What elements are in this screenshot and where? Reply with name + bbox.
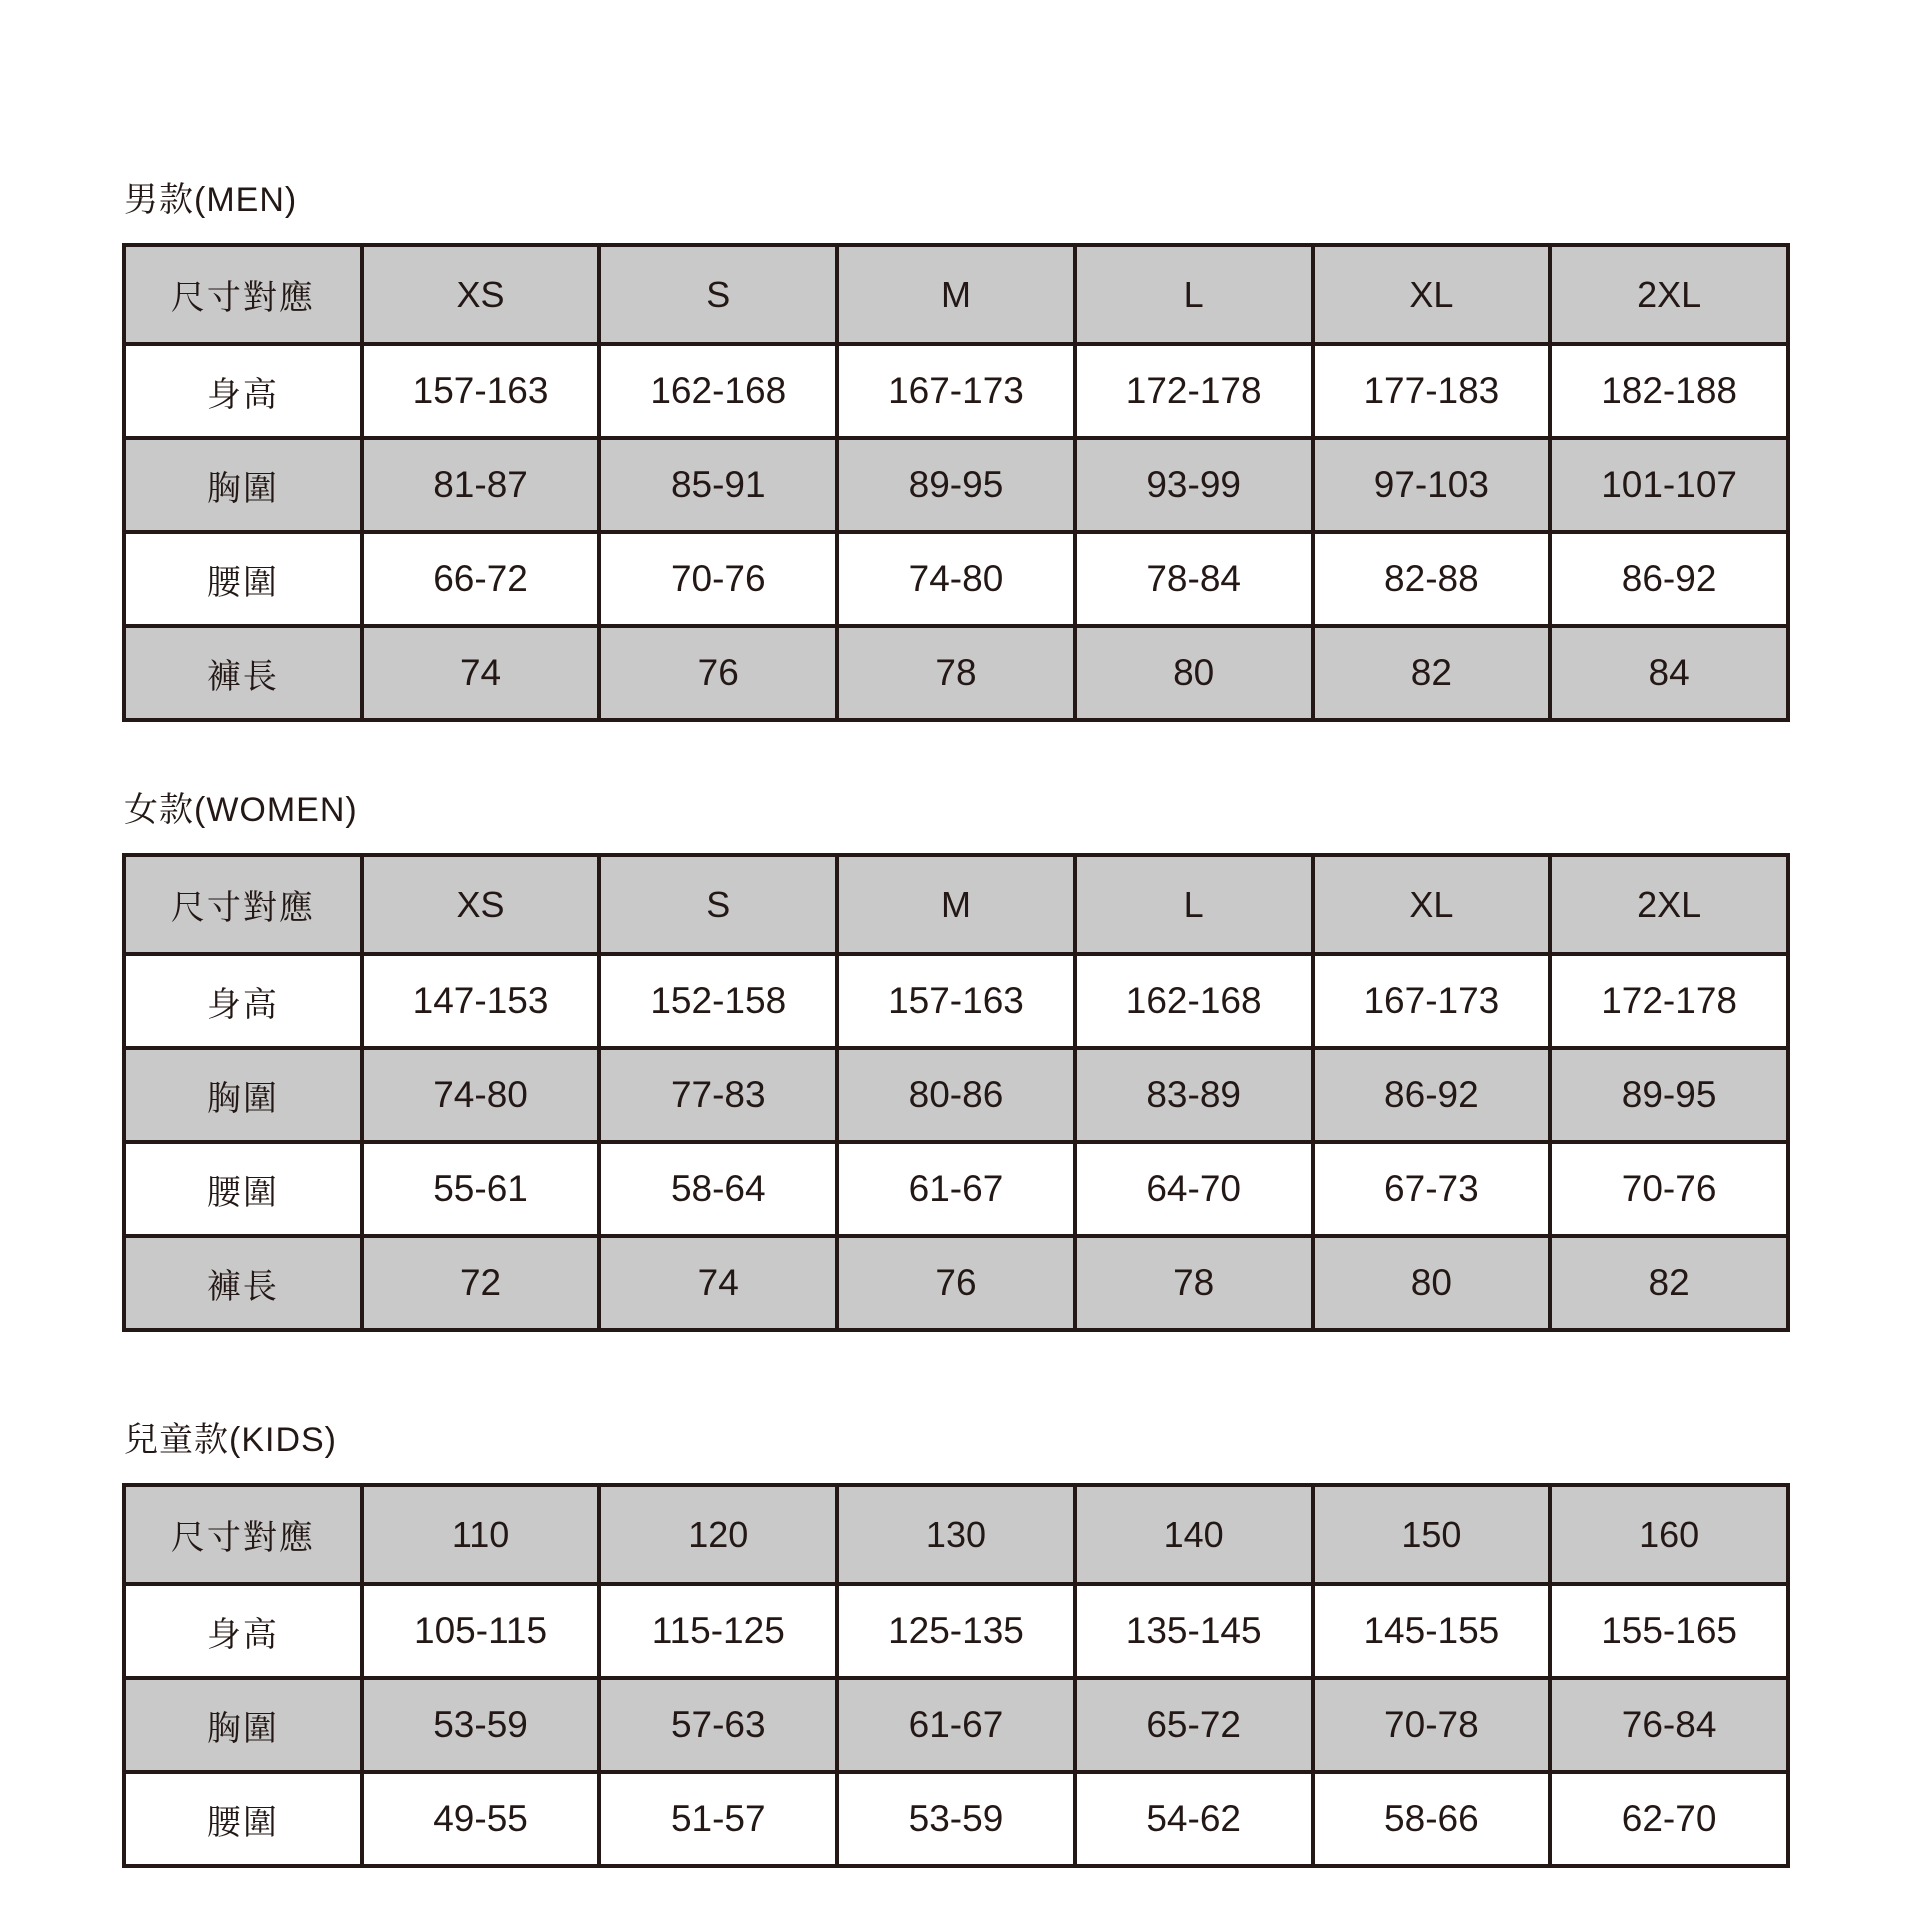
value-cell: 62-70: [1550, 1772, 1788, 1866]
value-cell: 89-95: [837, 438, 1075, 532]
value-cell: 70-76: [1550, 1142, 1788, 1236]
value-cell: 135-145: [1075, 1584, 1313, 1678]
value-cell: 76: [599, 626, 837, 720]
header-cell: 120: [599, 1485, 837, 1584]
value-cell: 51-57: [599, 1772, 837, 1866]
size-table-section-women: [122, 782, 1790, 1332]
header-label-cell: 尺寸對應: [124, 855, 362, 954]
row-label-cell: 身高: [124, 344, 362, 438]
value-cell: 58-64: [599, 1142, 837, 1236]
header-cell: S: [599, 855, 837, 954]
value-cell: 65-72: [1075, 1678, 1313, 1772]
value-cell: 82-88: [1313, 532, 1551, 626]
value-cell: 115-125: [599, 1584, 837, 1678]
size-chart-page: [122, 0, 1790, 1868]
row-label-cell: 褲長: [124, 626, 362, 720]
row-label-cell: 褲長: [124, 1236, 362, 1330]
value-cell: 76: [837, 1236, 1075, 1330]
value-cell: 78: [1075, 1236, 1313, 1330]
size-table-section-kids: [122, 1412, 1790, 1868]
table-header-row: [124, 245, 1788, 344]
value-cell: 172-178: [1550, 954, 1788, 1048]
table-row: [124, 344, 1788, 438]
size-table-kids: [122, 1483, 1790, 1868]
table-row: [124, 1678, 1788, 1772]
value-cell: 72: [362, 1236, 600, 1330]
value-cell: 70-76: [599, 532, 837, 626]
header-cell: M: [837, 245, 1075, 344]
table-title-kids: 兒童款(KIDS): [124, 1421, 337, 1459]
value-cell: 80-86: [837, 1048, 1075, 1142]
table-header-row: [124, 855, 1788, 954]
value-cell: 74: [362, 626, 600, 720]
table-row: [124, 438, 1788, 532]
value-cell: 147-153: [362, 954, 600, 1048]
table-row: [124, 532, 1788, 626]
header-cell: 150: [1313, 1485, 1551, 1584]
value-cell: 86-92: [1550, 532, 1788, 626]
value-cell: 80: [1313, 1236, 1551, 1330]
value-cell: 157-163: [837, 954, 1075, 1048]
value-cell: 93-99: [1075, 438, 1313, 532]
table-header-row: [124, 1485, 1788, 1584]
value-cell: 85-91: [599, 438, 837, 532]
value-cell: 78: [837, 626, 1075, 720]
value-cell: 167-173: [1313, 954, 1551, 1048]
header-cell: 2XL: [1550, 855, 1788, 954]
value-cell: 101-107: [1550, 438, 1788, 532]
row-label-cell: 胸圍: [124, 1048, 362, 1142]
value-cell: 177-183: [1313, 344, 1551, 438]
value-cell: 84: [1550, 626, 1788, 720]
value-cell: 152-158: [599, 954, 837, 1048]
header-cell: 2XL: [1550, 245, 1788, 344]
value-cell: 162-168: [1075, 954, 1313, 1048]
value-cell: 70-78: [1313, 1678, 1551, 1772]
table-row: [124, 1142, 1788, 1236]
table-title-men: 男款(MEN): [124, 181, 298, 219]
value-cell: 76-84: [1550, 1678, 1788, 1772]
row-label-cell: 腰圍: [124, 1142, 362, 1236]
value-cell: 64-70: [1075, 1142, 1313, 1236]
value-cell: 58-66: [1313, 1772, 1551, 1866]
value-cell: 57-63: [599, 1678, 837, 1772]
header-cell: 160: [1550, 1485, 1788, 1584]
row-label-cell: 胸圍: [124, 1678, 362, 1772]
value-cell: 77-83: [599, 1048, 837, 1142]
value-cell: 67-73: [1313, 1142, 1551, 1236]
row-label-cell: 腰圍: [124, 532, 362, 626]
table-row: [124, 626, 1788, 720]
header-cell: 110: [362, 1485, 600, 1584]
size-table-women: [122, 853, 1790, 1332]
value-cell: 125-135: [837, 1584, 1075, 1678]
value-cell: 53-59: [837, 1772, 1075, 1866]
header-cell: 130: [837, 1485, 1075, 1584]
table-row: [124, 1048, 1788, 1142]
row-label-cell: 胸圍: [124, 438, 362, 532]
header-cell: XL: [1313, 855, 1551, 954]
row-label-cell: 身高: [124, 1584, 362, 1678]
value-cell: 80: [1075, 626, 1313, 720]
table-row: [124, 1772, 1788, 1866]
value-cell: 162-168: [599, 344, 837, 438]
value-cell: 83-89: [1075, 1048, 1313, 1142]
value-cell: 81-87: [362, 438, 600, 532]
value-cell: 105-115: [362, 1584, 600, 1678]
header-cell: 140: [1075, 1485, 1313, 1584]
value-cell: 145-155: [1313, 1584, 1551, 1678]
row-label-cell: 身高: [124, 954, 362, 1048]
header-cell: XS: [362, 855, 600, 954]
value-cell: 86-92: [1313, 1048, 1551, 1142]
value-cell: 157-163: [362, 344, 600, 438]
header-cell: M: [837, 855, 1075, 954]
table-row: [124, 954, 1788, 1048]
row-label-cell: 腰圍: [124, 1772, 362, 1866]
value-cell: 172-178: [1075, 344, 1313, 438]
header-cell: L: [1075, 855, 1313, 954]
value-cell: 182-188: [1550, 344, 1788, 438]
value-cell: 78-84: [1075, 532, 1313, 626]
value-cell: 89-95: [1550, 1048, 1788, 1142]
value-cell: 167-173: [837, 344, 1075, 438]
value-cell: 155-165: [1550, 1584, 1788, 1678]
value-cell: 49-55: [362, 1772, 600, 1866]
header-label-cell: 尺寸對應: [124, 1485, 362, 1584]
table-row: [124, 1584, 1788, 1678]
table-row: [124, 1236, 1788, 1330]
header-cell: XS: [362, 245, 600, 344]
size-table-section-men: [122, 172, 1790, 722]
value-cell: 61-67: [837, 1142, 1075, 1236]
value-cell: 97-103: [1313, 438, 1551, 532]
value-cell: 61-67: [837, 1678, 1075, 1772]
value-cell: 74-80: [362, 1048, 600, 1142]
header-cell: XL: [1313, 245, 1551, 344]
header-cell: L: [1075, 245, 1313, 344]
size-table-men: [122, 243, 1790, 722]
header-cell: S: [599, 245, 837, 344]
value-cell: 74-80: [837, 532, 1075, 626]
value-cell: 53-59: [362, 1678, 600, 1772]
header-label-cell: 尺寸對應: [124, 245, 362, 344]
value-cell: 82: [1313, 626, 1551, 720]
value-cell: 54-62: [1075, 1772, 1313, 1866]
value-cell: 66-72: [362, 532, 600, 626]
value-cell: 74: [599, 1236, 837, 1330]
value-cell: 55-61: [362, 1142, 600, 1236]
value-cell: 82: [1550, 1236, 1788, 1330]
table-title-women: 女款(WOMEN): [124, 791, 358, 829]
